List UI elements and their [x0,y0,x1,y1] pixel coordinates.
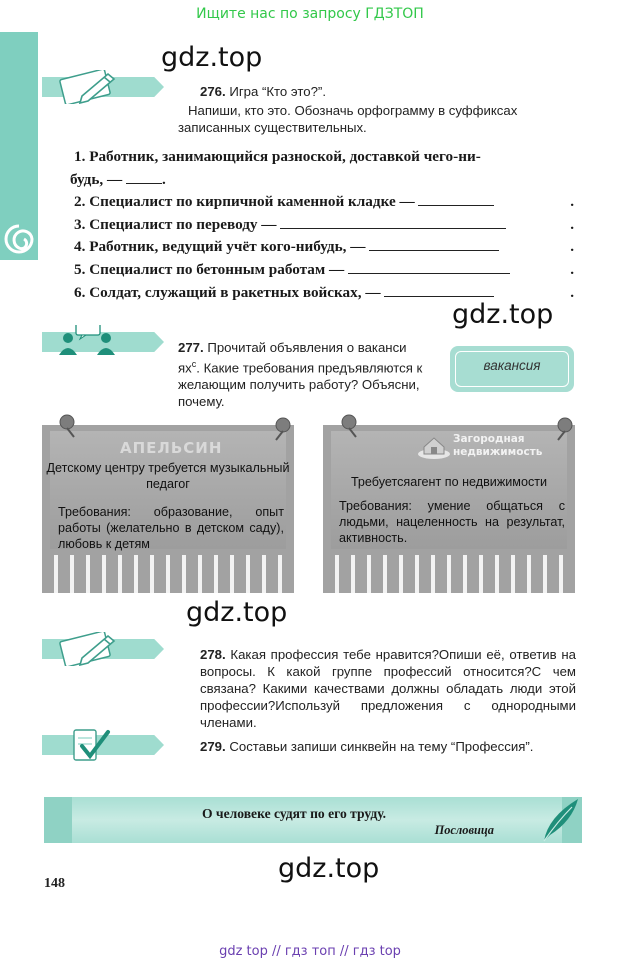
list-item [74,259,574,282]
answer-blank[interactable] [369,239,499,251]
pushpin-icon [270,415,296,441]
exercise-279-badge [42,728,164,762]
watermark: gdz.top [278,853,380,884]
proverb-source: Пословица [434,823,494,837]
tear-off-strips [42,555,294,593]
exercise-276-list [70,146,574,304]
vocabulary-word-tag [450,346,574,392]
pencil-icon [42,632,164,666]
list-item-text: 6. Солдат, служащий в ракетных войсках, — [74,283,381,301]
ad-brand-line: недвижимость [453,446,543,458]
people-talking-icon [42,325,164,359]
list-item-end: . [570,260,574,278]
exercise-text: Составьи запиши синквейн на тему “Профессия”. [229,739,534,754]
left-decor-strip [0,32,38,260]
ad-brand [453,433,542,459]
exercise-text: Прочитай объявления о ваканси [207,340,407,355]
answer-blank[interactable] [348,262,510,274]
footer-links[interactable]: gdz top // гдз топ // гдз top [219,944,401,959]
list-item [70,146,574,191]
exercise-number: 276. [200,84,226,99]
pushpin-icon [336,412,362,438]
list-item-text: 3. Специалист по переводу — [74,215,277,233]
list-item-end: . [570,238,574,256]
exercise-278-badge [42,632,164,666]
exercise-title-text: Игра “Кто это?”. [229,84,326,99]
feather-icon [538,797,582,843]
exercise-276-task: Напиши, кто это. Обозначь орфограмму в суффиксах записанных существительных. [178,103,518,135]
list-item-text: будь, — [70,170,123,188]
exercise-text: Какая профессия тебе нравится?Опиши её, ответив на вопросы. К какой группе профессий относится?С чем связана? Какими качествами должны обладать люди этой профессии?Используй предложения с однородными членами. [200,647,576,730]
ad-headline: Детскому центру требуется музыкальный педагог [46,461,290,491]
exercise-number: 277. [178,340,204,355]
list-item [74,236,574,259]
proverb-banner [44,797,582,843]
watermark: gdz.top [186,597,288,628]
answer-blank[interactable] [126,172,162,184]
exercise-276-title [200,83,580,100]
top-banner[interactable]: Ищите нас по запросу ГДЗТОП [196,6,424,22]
answer-blank[interactable] [418,194,494,206]
house-icon [417,433,451,459]
answer-blank[interactable] [280,217,506,229]
proverb-text: О человеке судят по его труду. [201,806,387,821]
ad-brand: АПЕЛЬСИН [120,439,223,457]
list-item-end: . [570,283,574,301]
pushpin-icon [54,412,80,438]
page-number: 148 [44,876,65,891]
tear-off-strips [323,555,575,593]
exercise-number: 278. [200,647,226,662]
watermark: gdz.top [161,42,263,73]
list-item-text: 1. Работник, занимающийся разноской, доставкой чего-ни- [74,148,481,165]
list-item [74,282,574,305]
job-ad-card [42,425,294,593]
exercise-text: . Какие требования предъявляются к желающим получить работу? Объясни, почему. [178,360,423,410]
exercise-276-badge [42,70,164,104]
list-item-text: 2. Специалист по кирпичной каменной кладке — [74,193,415,211]
exercise-text: ях [178,360,192,376]
check-icon [42,728,164,762]
exercise-number: 279. [200,739,226,754]
swirl-icon [2,222,36,256]
pushpin-icon [552,415,578,441]
ad-headline: Требуетсяагент по недвижимости [350,475,548,489]
ad-requirements: Требования: образование, опыт работы (желательно в детском саду), любовь к детям [58,505,284,551]
vocabulary-word: вакансия [483,358,541,373]
orthogram-mark: с [191,359,197,369]
list-item-text: 4. Работник, ведущий учёт кого-нибудь, — [74,238,366,256]
answer-blank[interactable] [384,285,494,297]
ad-requirements: Требования: умение общаться с людьми, нацеленность на результат, активность. [339,499,565,545]
list-item-end: . [161,170,166,188]
pencil-icon [42,70,164,104]
list-item-end: . [570,215,574,233]
watermark: gdz.top [452,299,554,330]
exercise-278-text [200,646,576,731]
job-ad-card [323,425,575,593]
exercise-279-text [200,738,580,755]
list-item-end: . [570,193,574,211]
ad-brand-line: Загородная [453,433,525,445]
list-item [74,191,574,214]
exercise-277-badge [42,325,164,359]
list-item [74,214,574,237]
exercise-277-text [178,339,440,410]
list-item-text: 5. Специалист по бетонным работам — [74,260,345,278]
